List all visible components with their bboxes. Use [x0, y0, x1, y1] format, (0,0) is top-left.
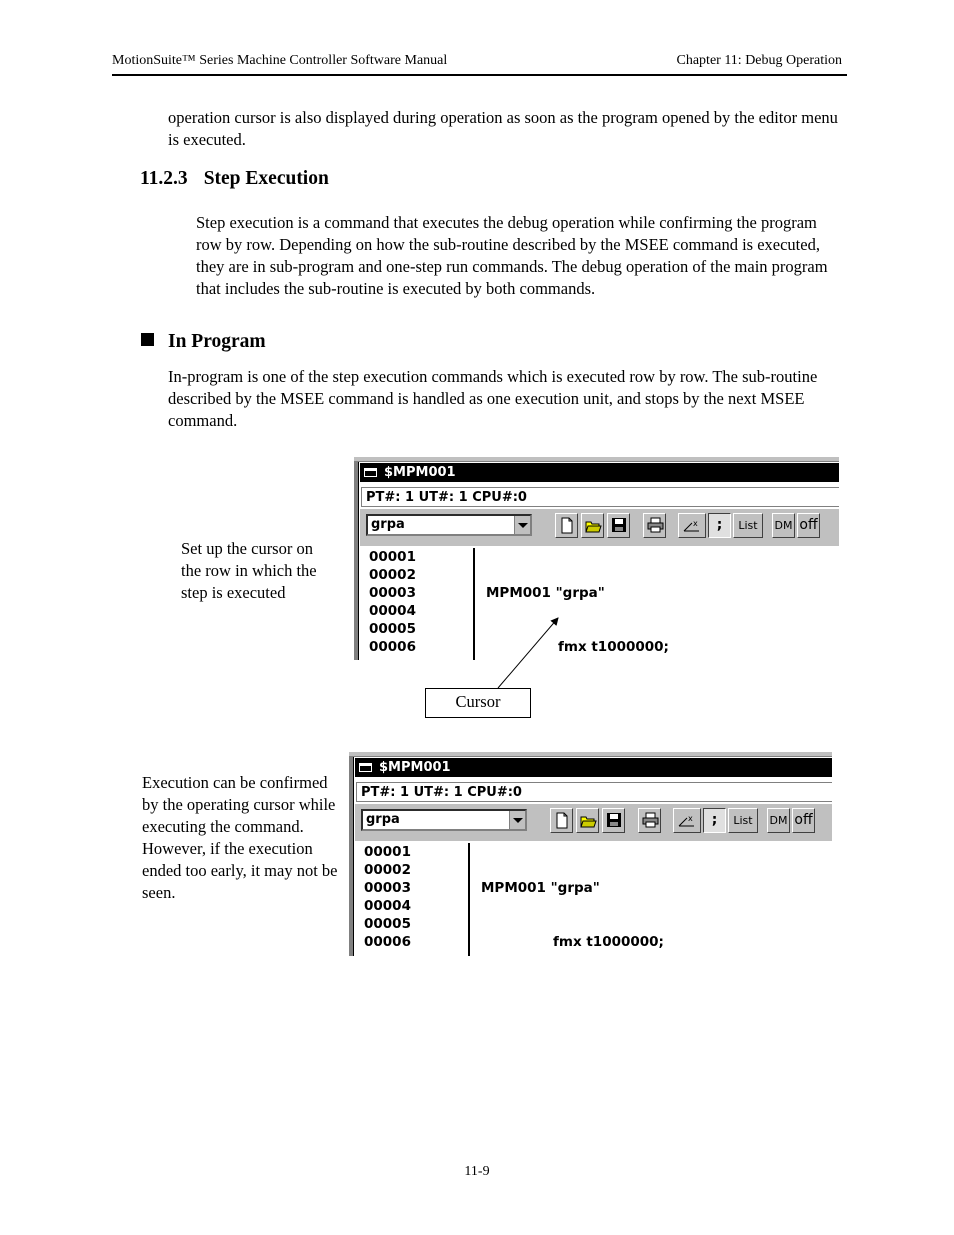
window-titlebar[interactable] — [360, 463, 839, 482]
window-title: $MPM001 — [384, 465, 456, 480]
header-rule — [112, 74, 847, 76]
axis-icon — [677, 812, 697, 828]
figure2-caption: Execution can be confirmed by the operating cursor while executing the command. However, if the execution ended too early, it may not be seen. — [142, 773, 338, 902]
new-file-icon — [559, 517, 575, 534]
save-button[interactable] — [607, 513, 630, 538]
dm-button[interactable]: DM — [767, 808, 790, 833]
toolbar — [355, 804, 832, 841]
line-number: 00001 — [369, 549, 416, 565]
line-number: 00005 — [364, 916, 411, 932]
group-select-value: grpa — [371, 517, 405, 532]
line-number: 00004 — [364, 898, 411, 914]
list-button[interactable]: List — [728, 808, 758, 833]
chevron-down-icon[interactable] — [509, 811, 525, 829]
toolbar — [360, 509, 839, 546]
list-button[interactable]: List — [733, 513, 763, 538]
section-heading — [140, 168, 329, 190]
section-number: 11.2.3 — [140, 168, 188, 189]
running-header-right: Chapter 11: Debug Operation — [676, 53, 842, 68]
save-disk-icon — [606, 812, 622, 828]
group-select[interactable] — [361, 809, 527, 831]
line-number: 00004 — [369, 603, 416, 619]
new-file-button[interactable] — [555, 513, 578, 538]
running-header-left: MotionSuite™ Series Machine Controller Software Manual — [112, 53, 448, 68]
print-button[interactable] — [643, 513, 666, 538]
line-number: 00003 — [369, 585, 416, 601]
new-file-button[interactable] — [550, 808, 573, 833]
chevron-down-icon[interactable] — [514, 516, 530, 534]
editor-window-figure2 — [349, 752, 832, 956]
group-select-value: grpa — [366, 812, 400, 827]
new-file-icon — [554, 812, 570, 829]
line-number-gutter — [363, 548, 475, 660]
intro-paragraph: operation cursor is also displayed during operation as soon as the program opened by the editor menu is executed. — [168, 108, 838, 149]
open-folder-icon — [585, 517, 602, 534]
axis-button[interactable] — [673, 808, 701, 833]
off-button[interactable]: off — [792, 808, 815, 833]
axis-button[interactable] — [678, 513, 706, 538]
subsection-heading — [141, 331, 266, 353]
open-button[interactable] — [576, 808, 599, 833]
printer-icon — [642, 812, 659, 828]
program-editor[interactable] — [360, 546, 839, 660]
window-titlebar[interactable] — [355, 758, 832, 777]
subsection-title: In Program — [168, 331, 266, 352]
section-title: Step Execution — [203, 168, 329, 189]
open-folder-icon — [580, 812, 597, 829]
system-menu-icon[interactable] — [364, 468, 377, 477]
code-line: MPM001 "grpa" — [486, 585, 605, 601]
callout-arrow — [480, 610, 570, 690]
line-number: 00003 — [364, 880, 411, 896]
line-number: 00002 — [364, 862, 411, 878]
window-title: $MPM001 — [379, 760, 451, 775]
program-editor[interactable] — [355, 841, 832, 956]
line-number: 00006 — [369, 639, 416, 655]
print-button[interactable] — [638, 808, 661, 833]
code-line: fmx t1000000; — [558, 639, 669, 655]
system-menu-icon[interactable] — [359, 763, 372, 772]
square-bullet-icon — [141, 333, 154, 346]
section-body: Step execution is a command that executes the debug operation while confirming the program row by row. Depending on how the sub-routine described by the MSEE command is executed, they are in sub-program and one-step run commands. The debug operation of the main program that includes the sub-routine is executed by both commands. — [196, 213, 828, 298]
line-number: 00006 — [364, 934, 411, 950]
line-number: 00001 — [364, 844, 411, 860]
printer-icon — [647, 517, 664, 533]
svg-text:x: x — [693, 519, 698, 528]
code-area[interactable] — [475, 843, 832, 956]
axis-icon — [682, 517, 702, 533]
semicolon-toggle[interactable]: ; — [708, 513, 731, 538]
cursor-callout-label: Cursor — [425, 688, 531, 718]
code-line: MPM001 "grpa" — [481, 880, 600, 896]
status-bar: PT#: 1 UT#: 1 CPU#:0 — [361, 487, 839, 507]
line-number: 00002 — [369, 567, 416, 583]
semicolon-toggle[interactable]: ; — [703, 808, 726, 833]
editor-window-figure1 — [354, 457, 839, 660]
svg-text:x: x — [688, 814, 693, 823]
status-bar: PT#: 1 UT#: 1 CPU#:0 — [356, 782, 832, 802]
open-button[interactable] — [581, 513, 604, 538]
dm-button[interactable]: DM — [772, 513, 795, 538]
figure1-caption: Set up the cursor on the row in which the step is executed — [181, 539, 317, 602]
code-line: fmx t1000000; — [553, 934, 664, 950]
save-disk-icon — [611, 517, 627, 533]
off-button[interactable]: off — [797, 513, 820, 538]
line-number-gutter — [358, 843, 470, 956]
line-number: 00005 — [369, 621, 416, 637]
save-button[interactable] — [602, 808, 625, 833]
page-number: 11-9 — [464, 1164, 490, 1179]
group-select[interactable] — [366, 514, 532, 536]
subsection-body: In-program is one of the step execution commands which is executed row by row. The sub-routine described by the MSEE command is handled as one execution unit, and stops by the next MSEE command. — [168, 367, 818, 430]
